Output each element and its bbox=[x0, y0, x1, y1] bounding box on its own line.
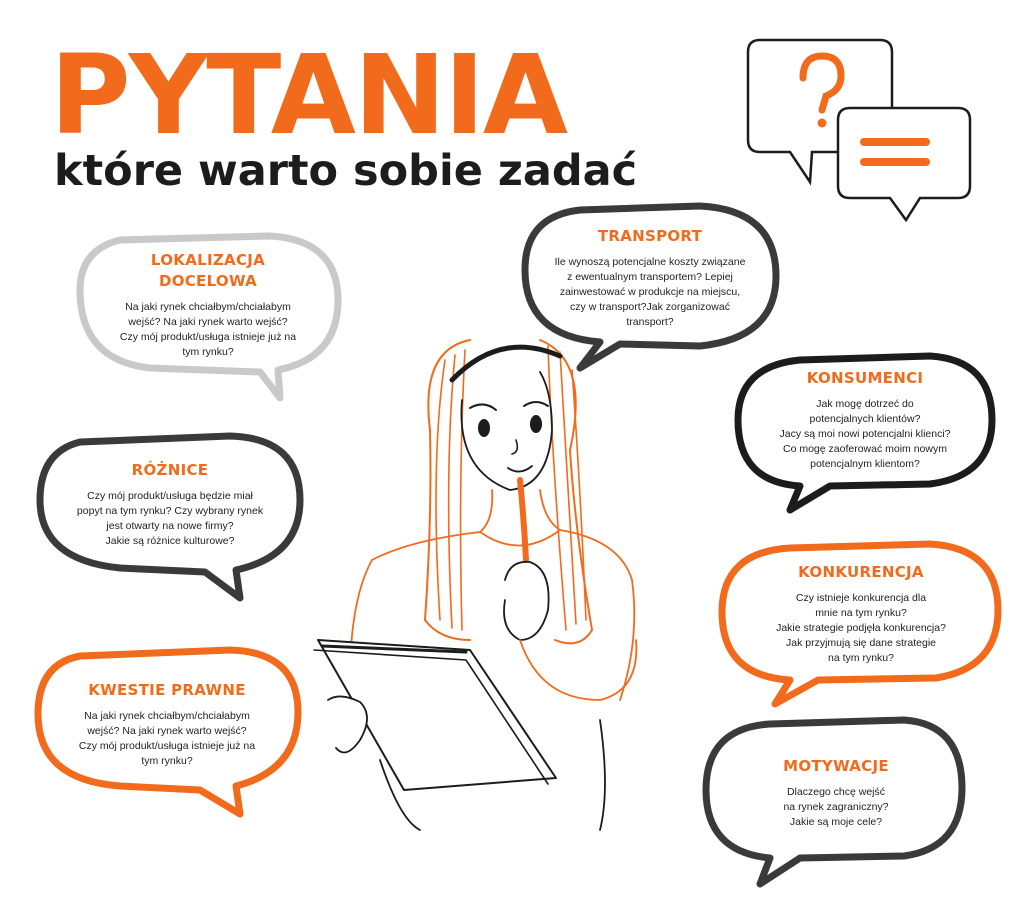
bubble-body: Czy mój produkt/usługa będzie miał popyt na tym rynku? Czy wybrany rynek jest otwarty na nowe firmy? Jakie są różnice kulturowe? bbox=[76, 490, 264, 547]
bubble-body: Czy istnieje konkurencja dla mnie na tym rynku? Jakie strategie podjęła konkurencja? Jak przyjmują się dane strategie na tym rynku? bbox=[776, 592, 946, 664]
bubble-konkurencja bbox=[740, 562, 982, 666]
bubble-body: Jak mogę dotrzeć do potencjalnych klientów? Jacy są moi nowi potencjalni klienci? Co mogę zaoferować moim nowym potencjalnym klientom? bbox=[779, 398, 951, 470]
page-subtitle: które warto sobie zadać bbox=[54, 146, 638, 196]
bubble-motywacje bbox=[720, 756, 952, 830]
page-title: PYTANIA bbox=[50, 31, 567, 159]
bubble-heading: RÓŻNICE bbox=[131, 461, 209, 479]
chat-icons bbox=[748, 40, 970, 220]
bubble-heading: TRANSPORT bbox=[597, 227, 703, 245]
bubble-body: Na jaki rynek chciałbym/chciałabym wejść? Na jaki rynek warto wejść? Czy mój produkt/usługa istnieje już na tym rynku? bbox=[78, 710, 256, 767]
bubble-heading: KONSUMENCI bbox=[806, 369, 924, 387]
bubble-roznice bbox=[48, 460, 292, 549]
equals-bubble-icon bbox=[838, 108, 970, 220]
bubble-heading: LOKALIZACJA DOCELOWA bbox=[150, 251, 266, 290]
bubble-lokalizacja bbox=[88, 250, 328, 360]
thinking-woman-illustration bbox=[314, 340, 636, 830]
bubble-konsumenci bbox=[748, 368, 982, 472]
bubble-body: Na jaki rynek chciałbym/chciałabym wejść? Na jaki rynek warto wejść? Czy mój produkt/usługa istnieje już na tym rynku? bbox=[119, 301, 297, 358]
bubble-kwestie-prawne bbox=[44, 680, 290, 769]
bubble-heading: KONKURENCJA bbox=[798, 563, 924, 581]
bubble-heading: MOTYWACJE bbox=[783, 757, 889, 775]
bubble-transport bbox=[532, 226, 768, 330]
bubble-body: Ile wynoszą potencjalne koszty związane z ewentualnym transportem? Lepiej zainwestować w produkcje na miejscu, czy w transport?Jak zorganizować transport? bbox=[554, 256, 746, 328]
bubble-heading: KWESTIE PRAWNE bbox=[88, 681, 246, 699]
bubble-body: Dlaczego chcę wejść na rynek zagraniczny? Jakie są moje cele? bbox=[783, 786, 889, 828]
